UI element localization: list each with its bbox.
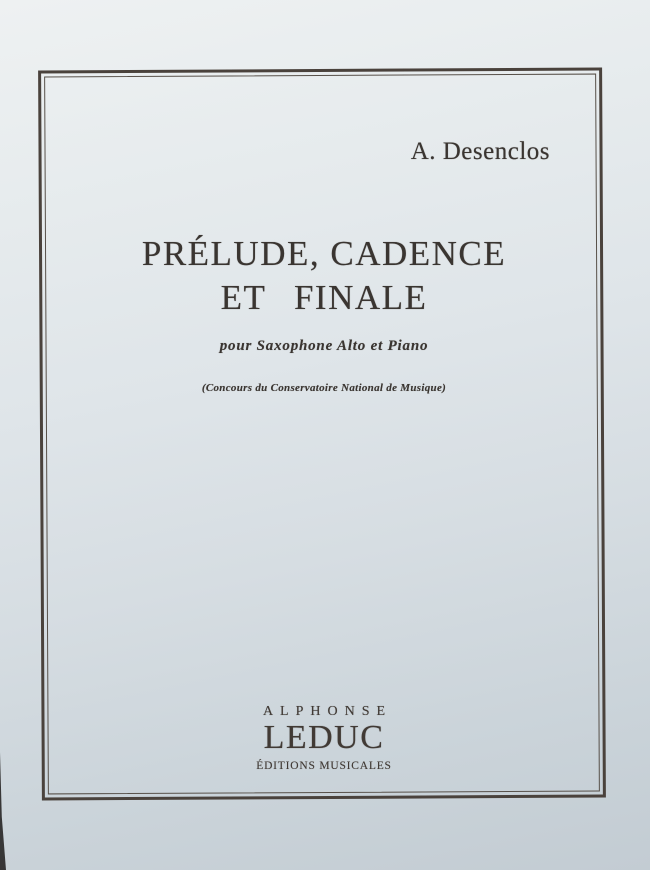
publisher-name-top: ALPHONSE	[262, 704, 393, 719]
work-title-line1: PRÉLUDE, CADENCE	[141, 234, 507, 273]
cover-border-frame-inner	[44, 74, 600, 795]
publisher-tagline: ÉDITIONS MUSICALES	[256, 760, 392, 772]
competition-note: (Concours du Conservatoire National de Musique)	[201, 382, 447, 394]
cover-border-frame	[38, 68, 606, 801]
work-title-line2: ET FINALE	[220, 277, 428, 317]
instrumentation-subtitle: pour Saxophone Alto et Piano	[219, 338, 429, 354]
title-block	[42, 235, 606, 317]
composer-name: A. Desenclos	[410, 138, 550, 165]
publisher-logo-block	[42, 705, 606, 773]
backdrop-edge-shadow	[0, 752, 6, 870]
publisher-name-main: LEDUC	[263, 719, 385, 756]
